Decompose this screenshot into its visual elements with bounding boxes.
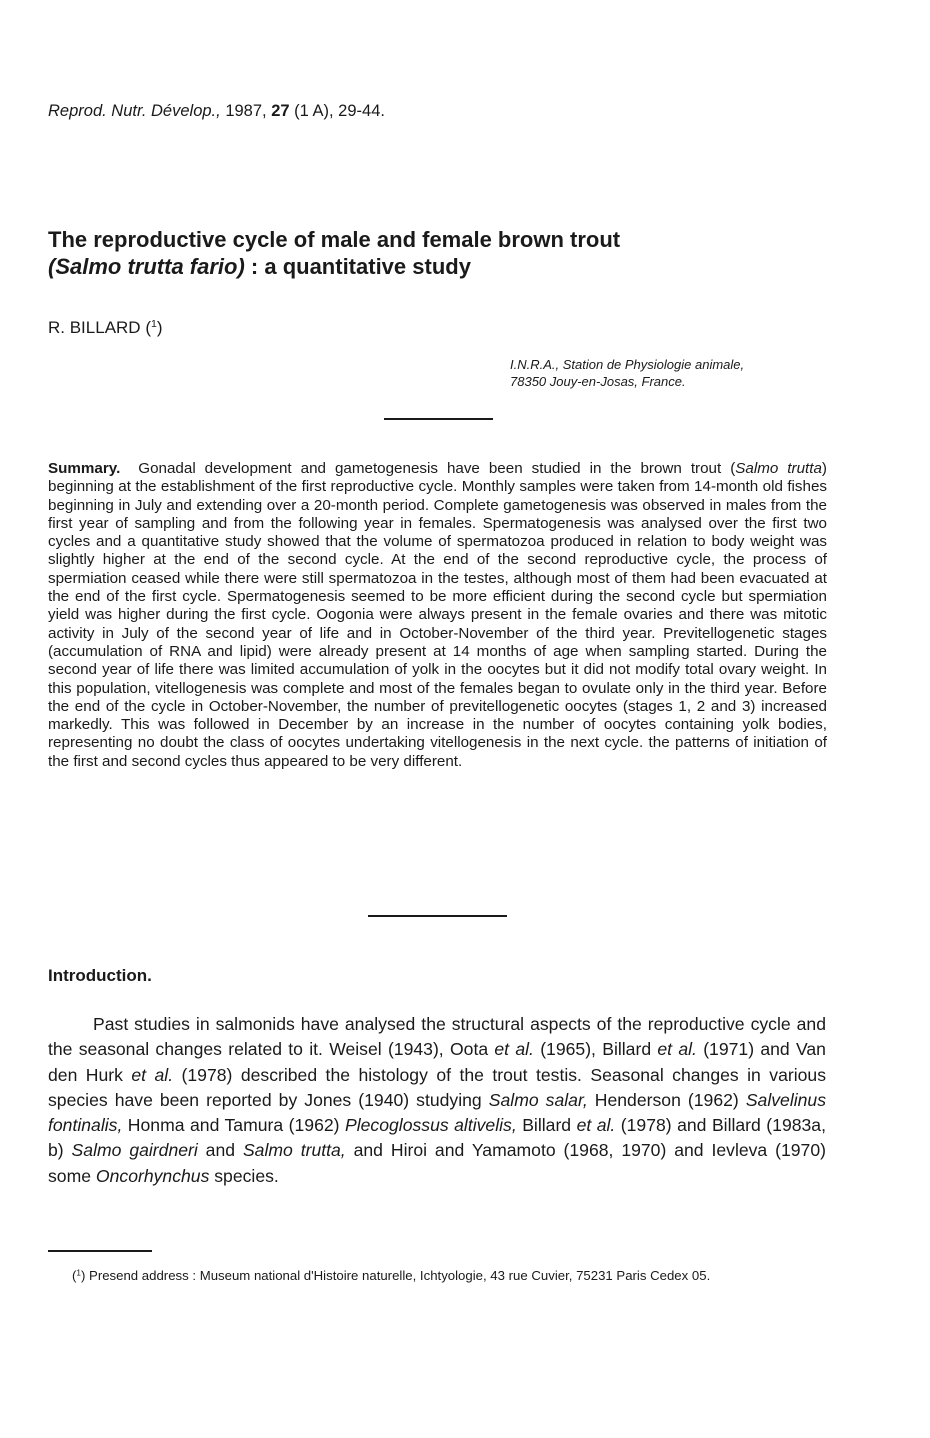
intro-italic: Salmo gairdneri [71,1140,198,1161]
journal-reference [48,102,385,121]
summary [48,460,827,771]
divider-middle [368,915,507,917]
summary-species: Salmo trutta [735,460,822,477]
title-line-2 [48,253,888,280]
footnote-marker: 1 [76,1268,81,1278]
author [48,318,163,338]
affiliation-line-2: 78350 Jouy-en-Josas, France. [510,374,686,389]
intro-text: (1978) and Billard (1983a, b) [48,1115,826,1161]
author-note-close: ) [156,318,163,337]
intro-text: Henderson (1962) [587,1089,746,1110]
summary-text-1: Gonadal development and gametogenesis have been studied in the brown trout ( [138,460,736,477]
footnote-close: ) [80,1268,86,1283]
intro-italic: et al. [657,1039,697,1060]
intro-italic: Salvelinus fontinalis, [48,1089,827,1136]
intro-italic: et al. [494,1039,534,1060]
intro-text: and Hiroi and Yamamoto (1968, 1970) and Ievleva (1970) some [48,1140,826,1186]
title-subtitle: : a quantitative study [244,254,471,279]
footnote-rule [48,1250,152,1252]
intro-italic: et al. [131,1064,174,1085]
footnote-text: Presend address : Museum national d'Histoire naturelle, Ichtyologie, 43 rue Cuvier, 75231 Paris Cedex 05. [85,1268,711,1283]
author-footnote-marker: 1 [151,318,157,331]
author-name: R. BILLARD [48,318,141,337]
intro-text: Past studies in salmonids have analysed the structural aspects of the reproductive cycle and the seasonal changes related to it. Weisel (1943), Oota [48,1014,826,1060]
intro-text: Honma and Tamura (1962) [122,1115,345,1136]
intro-text: (1965), Billard [533,1039,658,1060]
footnote [48,1268,828,1285]
title-species: (Salmo trutta fario) [48,254,245,279]
intro-italic: et al. [576,1115,616,1136]
introduction-paragraph [48,1012,826,1189]
intro-text: (1971) and Van den Hurk [48,1039,826,1085]
introduction-heading: Introduction. [48,966,152,985]
intro-italic: Salmo trutta, [242,1140,346,1161]
paper-title [48,226,888,280]
title-line-1: The reproductive cycle of male and female brown trout [48,227,621,252]
author-note-open: ( [145,318,151,337]
intro-italic: Oncorhynchus [95,1165,210,1186]
summary-label: Summary. [48,460,121,477]
journal-name: Reprod. Nutr. Dévelop., [48,102,221,120]
intro-text: Billard [516,1115,577,1136]
intro-text: and [197,1140,243,1161]
journal-year: 1987, [225,102,267,120]
intro-italic: Salmo salar, [488,1089,588,1110]
intro-italic: Plecoglossus altivelis, [345,1115,517,1136]
footnote-open: ( [72,1268,77,1283]
summary-text-2: ) beginning at the establishment of the first reproductive cycle. Monthly samples were taken from 14-month old fishes beginning in July and extending over a 20-month period. Complete gametogenesis was observed in males from the first year of sampling and from the following year in females. Spermatogenesis was analysed over the first two cycles and a quantitative study showed that the volume of spermatozoa produced in relation to body weight was slightly higher at the end of the second cycle. At the end of the second reproductive cycle, the process of spermiation ceased while there were still spermatozoa in the testes, although most of them had been evacuated at the end of the first cycle. Spermatogenesis seemed to be more efficient during the second cycle but spermiation yield was higher during the first cycle. Oogonia were always present in the female ovaries and there was mitotic activity in July of the second year of life and in October-November of the third year. Previtellogenetic stages (accumulation of RNA and lipid) were already present at 14 months of age when sampling started. During the second year of life there was limited accumulation of yolk in the oocytes but it did not modify total ovary weight. In this population, vitellogenesis was complete and most of the females began to ovulate only in the third year. Before the end of the cycle in October-November, the number of previtellogenetic oocytes (stages 1, 2 and 3) increased markedly. This was followed in December by an increase in the number of oocytes containing yolk bodies, representing no doubt the class of oocytes undertaking vitellogenesis in the next cycle. the patterns of initiation of the first and second cycles thus appeared to be very different. [48,460,827,770]
divider-top [384,418,493,420]
intro-text: (1978) described the histology of the trout testis. Seasonal changes in various species have been reported by Jones (1940) studying [48,1064,826,1110]
journal-issue-pages: (1 A), 29-44. [294,102,385,120]
intro-text: species. [209,1165,279,1186]
journal-volume: 27 [271,102,290,120]
affiliation-line-1: I.N.R.A., Station de Physiologie animale, [510,357,745,372]
affiliation [510,356,744,390]
